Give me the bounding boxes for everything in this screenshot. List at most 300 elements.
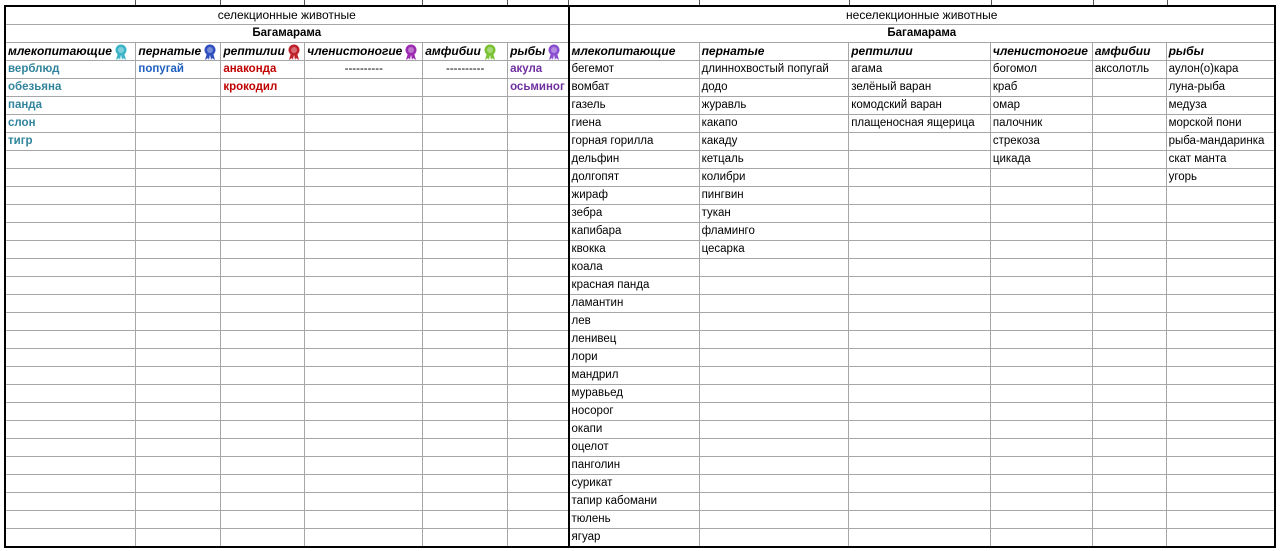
selective-amphibians-cell[interactable]: ---------- [423, 61, 508, 79]
selective-arthropods-cell[interactable] [305, 97, 423, 115]
selective-birds-cell[interactable] [136, 331, 221, 349]
selective-birds-cell[interactable] [136, 313, 221, 331]
selective-arthropods-cell[interactable] [305, 403, 423, 421]
nonselective-birds-cell[interactable] [699, 403, 849, 421]
selective-mammals-cell[interactable] [5, 421, 136, 439]
nonselective-fish-cell[interactable]: медуза [1166, 97, 1275, 115]
nonselective-reptiles-cell[interactable] [849, 457, 991, 475]
nonselective-arthropods-cell[interactable] [990, 241, 1092, 259]
nonselective-header-mammals[interactable]: млекопитающие [569, 43, 700, 61]
selective-birds-cell[interactable] [136, 349, 221, 367]
nonselective-birds-cell[interactable]: журавль [699, 97, 849, 115]
nonselective-amphibians-cell[interactable] [1092, 223, 1166, 241]
nonselective-birds-cell[interactable] [699, 385, 849, 403]
nonselective-arthropods-cell[interactable] [990, 385, 1092, 403]
nonselective-reptiles-cell[interactable]: комодский варан [849, 97, 991, 115]
selective-fish-cell[interactable]: акула [508, 61, 569, 79]
nonselective-arthropods-cell[interactable] [990, 403, 1092, 421]
nonselective-reptiles-cell[interactable] [849, 511, 991, 529]
selective-arthropods-cell[interactable] [305, 259, 423, 277]
nonselective-amphibians-cell[interactable] [1092, 133, 1166, 151]
selective-reptiles-cell[interactable] [221, 349, 305, 367]
nonselective-mammals-cell[interactable]: бегемот [569, 61, 700, 79]
selective-fish-cell[interactable] [508, 493, 569, 511]
selective-birds-cell[interactable] [136, 439, 221, 457]
selective-amphibians-cell[interactable] [423, 421, 508, 439]
selective-reptiles-cell[interactable] [221, 385, 305, 403]
nonselective-birds-cell[interactable]: колибри [699, 169, 849, 187]
nonselective-arthropods-cell[interactable]: омар [990, 97, 1092, 115]
selective-birds-cell[interactable] [136, 151, 221, 169]
nonselective-mammals-cell[interactable]: муравьед [569, 385, 700, 403]
selective-amphibians-cell[interactable] [423, 349, 508, 367]
nonselective-mammals-cell[interactable]: мандрил [569, 367, 700, 385]
nonselective-mammals-cell[interactable]: газель [569, 97, 700, 115]
nonselective-mammals-cell[interactable]: сурикат [569, 475, 700, 493]
selective-arthropods-cell[interactable] [305, 205, 423, 223]
nonselective-reptiles-cell[interactable] [849, 205, 991, 223]
nonselective-amphibians-cell[interactable] [1092, 295, 1166, 313]
nonselective-fish-cell[interactable] [1166, 493, 1275, 511]
selective-reptiles-cell[interactable] [221, 259, 305, 277]
nonselective-amphibians-cell[interactable] [1092, 511, 1166, 529]
selective-mammals-cell[interactable] [5, 205, 136, 223]
selective-arthropods-cell[interactable] [305, 511, 423, 529]
nonselective-mammals-cell[interactable]: ленивец [569, 331, 700, 349]
nonselective-reptiles-cell[interactable] [849, 223, 991, 241]
nonselective-arthropods-cell[interactable] [990, 277, 1092, 295]
nonselective-mammals-cell[interactable]: носорог [569, 403, 700, 421]
nonselective-arthropods-cell[interactable] [990, 313, 1092, 331]
nonselective-fish-cell[interactable] [1166, 331, 1275, 349]
selective-birds-cell[interactable] [136, 187, 221, 205]
selective-fish-cell[interactable] [508, 475, 569, 493]
selective-birds-cell[interactable] [136, 475, 221, 493]
nonselective-birds-cell[interactable]: цесарка [699, 241, 849, 259]
nonselective-fish-cell[interactable] [1166, 511, 1275, 529]
nonselective-birds-cell[interactable] [699, 421, 849, 439]
nonselective-mammals-cell[interactable]: ягуар [569, 529, 700, 548]
selective-arthropods-cell[interactable] [305, 421, 423, 439]
nonselective-reptiles-cell[interactable]: зелёный варан [849, 79, 991, 97]
selective-mammals-cell[interactable]: верблюд [5, 61, 136, 79]
selective-arthropods-cell[interactable] [305, 313, 423, 331]
nonselective-arthropods-cell[interactable] [990, 439, 1092, 457]
nonselective-amphibians-cell[interactable] [1092, 403, 1166, 421]
selective-fish-cell[interactable] [508, 349, 569, 367]
selective-amphibians-cell[interactable] [423, 439, 508, 457]
selective-mammals-cell[interactable] [5, 367, 136, 385]
selective-fish-cell[interactable] [508, 277, 569, 295]
selective-arthropods-cell[interactable] [305, 151, 423, 169]
nonselective-amphibians-cell[interactable] [1092, 79, 1166, 97]
selective-reptiles-cell[interactable] [221, 151, 305, 169]
nonselective-reptiles-cell[interactable] [849, 439, 991, 457]
nonselective-amphibians-cell[interactable] [1092, 277, 1166, 295]
selective-reptiles-cell[interactable] [221, 133, 305, 151]
selective-arthropods-cell[interactable] [305, 331, 423, 349]
selective-mammals-cell[interactable] [5, 385, 136, 403]
selective-arthropods-cell[interactable] [305, 439, 423, 457]
nonselective-mammals-cell[interactable]: красная панда [569, 277, 700, 295]
selective-birds-cell[interactable] [136, 79, 221, 97]
selective-amphibians-cell[interactable] [423, 403, 508, 421]
selective-mammals-cell[interactable]: слон [5, 115, 136, 133]
selective-header-fish[interactable] [508, 43, 569, 61]
selective-birds-cell[interactable] [136, 367, 221, 385]
nonselective-fish-cell[interactable]: морской пони [1166, 115, 1275, 133]
nonselective-mammals-cell[interactable]: жираф [569, 187, 700, 205]
selective-reptiles-cell[interactable]: анаконда [221, 61, 305, 79]
selective-fish-cell[interactable] [508, 223, 569, 241]
nonselective-birds-cell[interactable]: длиннохвостый попугай [699, 61, 849, 79]
nonselective-mammals-cell[interactable]: тюлень [569, 511, 700, 529]
nonselective-amphibians-cell[interactable] [1092, 493, 1166, 511]
selective-mammals-cell[interactable] [5, 475, 136, 493]
nonselective-birds-cell[interactable] [699, 367, 849, 385]
nonselective-fish-cell[interactable] [1166, 295, 1275, 313]
selective-reptiles-cell[interactable] [221, 205, 305, 223]
selective-amphibians-cell[interactable] [423, 115, 508, 133]
nonselective-fish-cell[interactable]: скат манта [1166, 151, 1275, 169]
selective-reptiles-cell[interactable] [221, 295, 305, 313]
selective-reptiles-cell[interactable] [221, 367, 305, 385]
selective-birds-cell[interactable] [136, 385, 221, 403]
selective-amphibians-cell[interactable] [423, 367, 508, 385]
nonselective-birds-cell[interactable] [699, 349, 849, 367]
nonselective-amphibians-cell[interactable] [1092, 331, 1166, 349]
selective-arthropods-cell[interactable] [305, 385, 423, 403]
selective-mammals-cell[interactable] [5, 277, 136, 295]
nonselective-reptiles-cell[interactable] [849, 295, 991, 313]
selective-arthropods-cell[interactable] [305, 115, 423, 133]
nonselective-amphibians-cell[interactable] [1092, 313, 1166, 331]
selective-header-mammals[interactable] [5, 43, 136, 61]
selective-reptiles-cell[interactable] [221, 403, 305, 421]
nonselective-amphibians-cell[interactable] [1092, 151, 1166, 169]
nonselective-birds-cell[interactable]: пингвин [699, 187, 849, 205]
selective-amphibians-cell[interactable] [423, 331, 508, 349]
selective-amphibians-cell[interactable] [423, 457, 508, 475]
nonselective-fish-cell[interactable]: аулон(о)кара [1166, 61, 1275, 79]
nonselective-birds-cell[interactable] [699, 277, 849, 295]
selective-fish-cell[interactable] [508, 403, 569, 421]
selective-birds-cell[interactable] [136, 133, 221, 151]
nonselective-mammals-cell[interactable]: лори [569, 349, 700, 367]
nonselective-fish-cell[interactable] [1166, 403, 1275, 421]
selective-mammals-cell[interactable] [5, 169, 136, 187]
selective-amphibians-cell[interactable] [423, 241, 508, 259]
nonselective-reptiles-cell[interactable] [849, 475, 991, 493]
selective-arthropods-cell[interactable] [305, 133, 423, 151]
nonselective-amphibians-cell[interactable] [1092, 205, 1166, 223]
selective-reptiles-cell[interactable] [221, 241, 305, 259]
nonselective-mammals-cell[interactable]: панголин [569, 457, 700, 475]
nonselective-arthropods-cell[interactable] [990, 367, 1092, 385]
selective-mammals-cell[interactable] [5, 457, 136, 475]
nonselective-arthropods-cell[interactable] [990, 457, 1092, 475]
selective-fish-cell[interactable] [508, 331, 569, 349]
nonselective-reptiles-cell[interactable] [849, 367, 991, 385]
nonselective-fish-cell[interactable] [1166, 205, 1275, 223]
nonselective-header-reptiles[interactable]: рептилии [849, 43, 991, 61]
selective-mammals-cell[interactable] [5, 187, 136, 205]
nonselective-mammals-cell[interactable]: вомбат [569, 79, 700, 97]
selective-fish-cell[interactable] [508, 133, 569, 151]
selective-mammals-cell[interactable] [5, 529, 136, 548]
selective-header-amphibians[interactable] [423, 43, 508, 61]
nonselective-fish-cell[interactable] [1166, 277, 1275, 295]
selective-arthropods-cell[interactable] [305, 223, 423, 241]
nonselective-birds-cell[interactable]: какапо [699, 115, 849, 133]
nonselective-arthropods-cell[interactable] [990, 511, 1092, 529]
selective-arthropods-cell[interactable] [305, 277, 423, 295]
nonselective-amphibians-cell[interactable] [1092, 385, 1166, 403]
selective-reptiles-cell[interactable] [221, 115, 305, 133]
nonselective-arthropods-cell[interactable]: цикада [990, 151, 1092, 169]
selective-amphibians-cell[interactable] [423, 529, 508, 548]
selective-amphibians-cell[interactable] [423, 223, 508, 241]
nonselective-fish-cell[interactable] [1166, 385, 1275, 403]
nonselective-arthropods-cell[interactable] [990, 475, 1092, 493]
nonselective-reptiles-cell[interactable] [849, 385, 991, 403]
selective-arthropods-cell[interactable] [305, 367, 423, 385]
selective-birds-cell[interactable] [136, 421, 221, 439]
selective-mammals-cell[interactable] [5, 151, 136, 169]
selective-fish-cell[interactable] [508, 385, 569, 403]
selective-reptiles-cell[interactable] [221, 187, 305, 205]
nonselective-mammals-cell[interactable]: капибара [569, 223, 700, 241]
nonselective-arthropods-cell[interactable]: богомол [990, 61, 1092, 79]
selective-mammals-cell[interactable] [5, 313, 136, 331]
selective-birds-cell[interactable] [136, 259, 221, 277]
selective-birds-cell[interactable] [136, 223, 221, 241]
nonselective-reptiles-cell[interactable]: агама [849, 61, 991, 79]
selective-birds-cell[interactable] [136, 97, 221, 115]
selective-birds-cell[interactable] [136, 241, 221, 259]
nonselective-amphibians-cell[interactable] [1092, 241, 1166, 259]
selective-fish-cell[interactable] [508, 241, 569, 259]
nonselective-reptiles-cell[interactable] [849, 259, 991, 277]
nonselective-arthropods-cell[interactable]: стрекоза [990, 133, 1092, 151]
selective-amphibians-cell[interactable] [423, 511, 508, 529]
selective-mammals-cell[interactable]: панда [5, 97, 136, 115]
selective-fish-cell[interactable] [508, 97, 569, 115]
selective-amphibians-cell[interactable] [423, 313, 508, 331]
selective-header-birds[interactable] [136, 43, 221, 61]
selective-fish-cell[interactable] [508, 205, 569, 223]
nonselective-amphibians-cell[interactable] [1092, 367, 1166, 385]
nonselective-amphibians-cell[interactable] [1092, 475, 1166, 493]
selective-amphibians-cell[interactable] [423, 277, 508, 295]
selective-fish-cell[interactable]: осьминог [508, 79, 569, 97]
nonselective-header-fish[interactable]: рыбы [1166, 43, 1275, 61]
selective-birds-cell[interactable] [136, 277, 221, 295]
selective-amphibians-cell[interactable] [423, 187, 508, 205]
selective-header-reptiles[interactable] [221, 43, 305, 61]
selective-amphibians-cell[interactable] [423, 79, 508, 97]
selective-birds-cell[interactable]: попугай [136, 61, 221, 79]
selective-arthropods-cell[interactable] [305, 475, 423, 493]
nonselective-mammals-cell[interactable]: ламантин [569, 295, 700, 313]
selective-header-arthropods[interactable] [305, 43, 423, 61]
nonselective-arthropods-cell[interactable] [990, 295, 1092, 313]
nonselective-reptiles-cell[interactable] [849, 529, 991, 548]
nonselective-birds-cell[interactable] [699, 529, 849, 548]
selective-fish-cell[interactable] [508, 439, 569, 457]
selective-mammals-cell[interactable] [5, 331, 136, 349]
nonselective-arthropods-cell[interactable] [990, 529, 1092, 548]
nonselective-arthropods-cell[interactable] [990, 223, 1092, 241]
selective-amphibians-cell[interactable] [423, 475, 508, 493]
nonselective-fish-cell[interactable] [1166, 475, 1275, 493]
nonselective-arthropods-cell[interactable] [990, 169, 1092, 187]
selective-birds-cell[interactable] [136, 115, 221, 133]
selective-arthropods-cell[interactable] [305, 169, 423, 187]
nonselective-reptiles-cell[interactable] [849, 241, 991, 259]
nonselective-birds-cell[interactable] [699, 295, 849, 313]
selective-birds-cell[interactable] [136, 457, 221, 475]
selective-arthropods-cell[interactable] [305, 493, 423, 511]
selective-amphibians-cell[interactable] [423, 151, 508, 169]
nonselective-arthropods-cell[interactable]: палочник [990, 115, 1092, 133]
selective-arthropods-cell[interactable] [305, 241, 423, 259]
nonselective-birds-cell[interactable] [699, 475, 849, 493]
selective-mammals-cell[interactable] [5, 241, 136, 259]
selective-reptiles-cell[interactable] [221, 475, 305, 493]
nonselective-birds-cell[interactable] [699, 259, 849, 277]
nonselective-birds-cell[interactable] [699, 313, 849, 331]
nonselective-fish-cell[interactable] [1166, 187, 1275, 205]
selective-amphibians-cell[interactable] [423, 295, 508, 313]
selective-arthropods-cell[interactable] [305, 457, 423, 475]
selective-mammals-cell[interactable] [5, 349, 136, 367]
selective-fish-cell[interactable] [508, 313, 569, 331]
nonselective-mammals-cell[interactable]: тапир кабомани [569, 493, 700, 511]
selective-fish-cell[interactable] [508, 115, 569, 133]
nonselective-birds-cell[interactable] [699, 511, 849, 529]
selective-birds-cell[interactable] [136, 493, 221, 511]
selective-arthropods-cell[interactable] [305, 187, 423, 205]
nonselective-reptiles-cell[interactable] [849, 313, 991, 331]
selective-reptiles-cell[interactable] [221, 457, 305, 475]
nonselective-arthropods-cell[interactable]: краб [990, 79, 1092, 97]
nonselective-fish-cell[interactable] [1166, 223, 1275, 241]
nonselective-arthropods-cell[interactable] [990, 331, 1092, 349]
selective-fish-cell[interactable] [508, 295, 569, 313]
selective-amphibians-cell[interactable] [423, 205, 508, 223]
nonselective-fish-cell[interactable] [1166, 367, 1275, 385]
nonselective-fish-cell[interactable] [1166, 241, 1275, 259]
selective-birds-cell[interactable] [136, 511, 221, 529]
nonselective-arthropods-cell[interactable] [990, 187, 1092, 205]
nonselective-header-arthropods[interactable]: членистоногие [990, 43, 1092, 61]
selective-birds-cell[interactable] [136, 295, 221, 313]
nonselective-fish-cell[interactable] [1166, 439, 1275, 457]
selective-reptiles-cell[interactable] [221, 439, 305, 457]
nonselective-reptiles-cell[interactable] [849, 169, 991, 187]
selective-fish-cell[interactable] [508, 367, 569, 385]
selective-mammals-cell[interactable] [5, 259, 136, 277]
nonselective-amphibians-cell[interactable] [1092, 259, 1166, 277]
nonselective-reptiles-cell[interactable] [849, 421, 991, 439]
nonselective-mammals-cell[interactable]: окапи [569, 421, 700, 439]
nonselective-mammals-cell[interactable]: лев [569, 313, 700, 331]
selective-arthropods-cell[interactable] [305, 349, 423, 367]
nonselective-mammals-cell[interactable]: зебра [569, 205, 700, 223]
nonselective-amphibians-cell[interactable] [1092, 421, 1166, 439]
nonselective-amphibians-cell[interactable] [1092, 457, 1166, 475]
selective-amphibians-cell[interactable] [423, 493, 508, 511]
nonselective-arthropods-cell[interactable] [990, 421, 1092, 439]
nonselective-reptiles-cell[interactable] [849, 493, 991, 511]
nonselective-birds-cell[interactable]: фламинго [699, 223, 849, 241]
selective-fish-cell[interactable] [508, 457, 569, 475]
nonselective-amphibians-cell[interactable] [1092, 187, 1166, 205]
selective-fish-cell[interactable] [508, 511, 569, 529]
selective-reptiles-cell[interactable] [221, 493, 305, 511]
nonselective-mammals-cell[interactable]: коала [569, 259, 700, 277]
nonselective-birds-cell[interactable]: какаду [699, 133, 849, 151]
nonselective-fish-cell[interactable]: луна-рыба [1166, 79, 1275, 97]
selective-reptiles-cell[interactable] [221, 421, 305, 439]
nonselective-mammals-cell[interactable]: квокка [569, 241, 700, 259]
selective-amphibians-cell[interactable] [423, 385, 508, 403]
nonselective-birds-cell[interactable]: кетцаль [699, 151, 849, 169]
selective-fish-cell[interactable] [508, 151, 569, 169]
nonselective-fish-cell[interactable]: угорь [1166, 169, 1275, 187]
nonselective-birds-cell[interactable]: тукан [699, 205, 849, 223]
selective-reptiles-cell[interactable] [221, 277, 305, 295]
nonselective-amphibians-cell[interactable] [1092, 115, 1166, 133]
selective-fish-cell[interactable] [508, 529, 569, 548]
nonselective-reptiles-cell[interactable] [849, 277, 991, 295]
selective-amphibians-cell[interactable] [423, 133, 508, 151]
selective-group-title[interactable]: селекционные животные [5, 6, 569, 25]
selective-reptiles-cell[interactable] [221, 331, 305, 349]
nonselective-amphibians-cell[interactable] [1092, 439, 1166, 457]
nonselective-mammals-cell[interactable]: дельфин [569, 151, 700, 169]
selective-reptiles-cell[interactable]: крокодил [221, 79, 305, 97]
nonselective-amphibians-cell[interactable] [1092, 349, 1166, 367]
nonselective-reptiles-cell[interactable] [849, 133, 991, 151]
nonselective-reptiles-cell[interactable] [849, 187, 991, 205]
selective-reptiles-cell[interactable] [221, 223, 305, 241]
selective-fish-cell[interactable] [508, 259, 569, 277]
nonselective-fish-cell[interactable] [1166, 259, 1275, 277]
selective-arthropods-cell[interactable] [305, 79, 423, 97]
nonselective-mammals-cell[interactable]: оцелот [569, 439, 700, 457]
nonselective-arthropods-cell[interactable] [990, 349, 1092, 367]
selective-mammals-cell[interactable] [5, 403, 136, 421]
selective-mammals-cell[interactable]: тигр [5, 133, 136, 151]
selective-reptiles-cell[interactable] [221, 529, 305, 548]
nonselective-subtitle[interactable]: Багамарама [569, 25, 1275, 43]
nonselective-group-title[interactable]: неселекционные животные [569, 6, 1275, 25]
nonselective-birds-cell[interactable] [699, 493, 849, 511]
selective-arthropods-cell[interactable]: ---------- [305, 61, 423, 79]
selective-fish-cell[interactable] [508, 187, 569, 205]
selective-mammals-cell[interactable]: обезьяна [5, 79, 136, 97]
nonselective-fish-cell[interactable]: рыба-мандаринка [1166, 133, 1275, 151]
selective-birds-cell[interactable] [136, 205, 221, 223]
selective-reptiles-cell[interactable] [221, 511, 305, 529]
selective-birds-cell[interactable] [136, 169, 221, 187]
nonselective-fish-cell[interactable] [1166, 421, 1275, 439]
nonselective-header-birds[interactable]: пернатые [699, 43, 849, 61]
nonselective-amphibians-cell[interactable] [1092, 169, 1166, 187]
nonselective-amphibians-cell[interactable] [1092, 97, 1166, 115]
